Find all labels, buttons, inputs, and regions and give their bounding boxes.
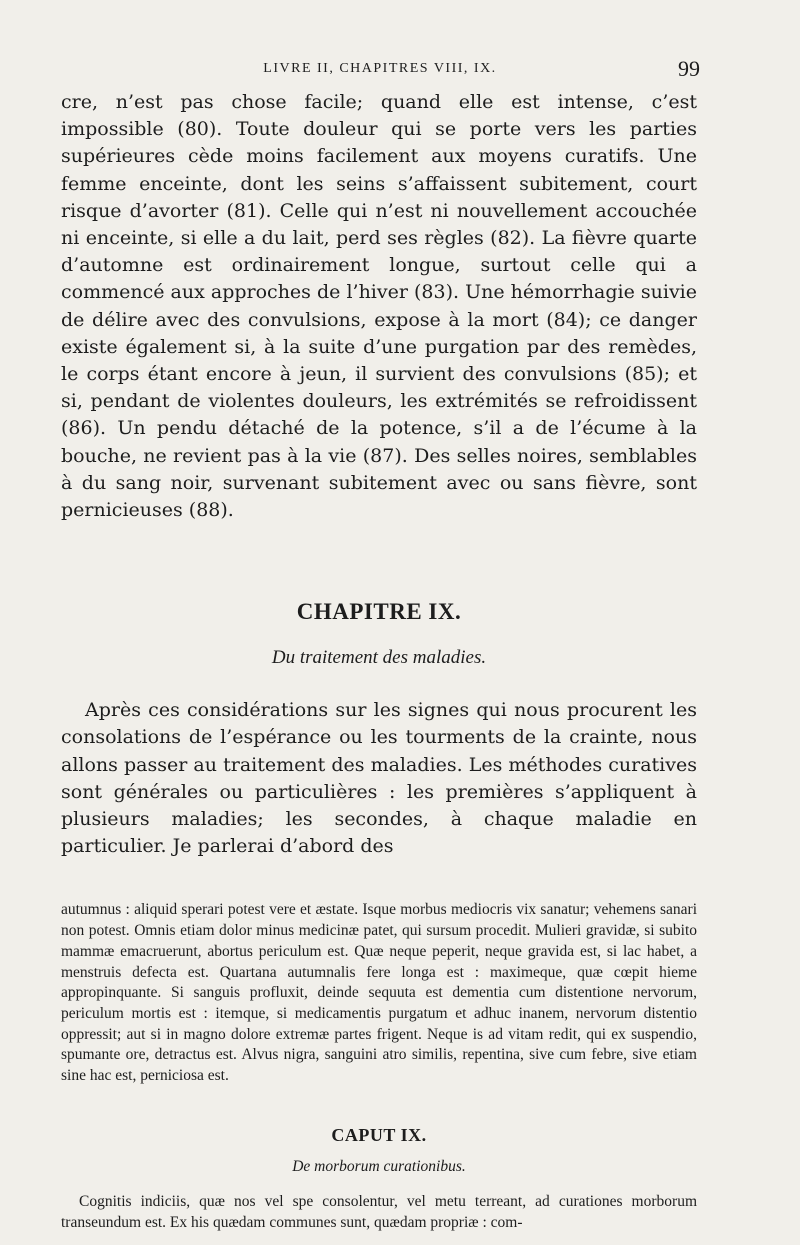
chapter-subtitle: Du traitement des maladies. [271, 647, 487, 669]
french-paragraph-chapter-opening: Après ces considérations sur les signes qui nous procurent les consolations de l’espérance ou les tourments de la crainte, nous allons passer au traitement des maladies. Les méthodes curatives sont générales ou particulières : les premières s’appliquent à plusieurs maladies; les secondes, à chaque maladie en particulier. Je parlerai d’abord des [61, 699, 697, 858]
latin-chapter-subtitle: De morborum curationibus. [292, 1157, 466, 1175]
running-title: LIVRE II, CHAPITRES VIII, IX. [263, 61, 497, 76]
page-body [61, 89, 697, 1233]
running-head [60, 58, 700, 82]
latin-paragraph-continued: autumnus : aliquid sperari potest vere et æstate. Isque morbus mediocris vix sanatur; vehemens sanari non potest. Omnis etiam dolor minus medicinæ patet, qui sursum procedit. Mulieri gravidæ, si subito mammæ emacruerunt, abortus periculum est. Quæ neque peperit, neque gravida est, si lac habet, a menstruis defecta est. Quartana autumnalis fere longa est : maximeque, quæ cœpit hieme appropinquante. Si sanguis profluxit, deinde sequuta est dementia cum distentione nervorum, periculum mortis est : itemque, si medicamentis purgatum et adhuc inanem, nervorum distentio oppressit; aut si in magno dolore extremæ partes frigent. Neque is ad vitam redit, qui ex suspendio, spumante ore, detractus est. Alvus nigra, sanguini atro similis, repentina, sive cum febre, sive etiam sine hac est, perniciosa est. [61, 901, 697, 1085]
chapter-heading: CHAPITRE IX. [296, 599, 462, 625]
french-paragraph-continued: cre, n’est pas chose facile; quand elle est intense, c’est impossible (80). Toute douleur qui se porte vers les parties supérieures cède moins facilement aux moyens curatifs. Une femme enceinte, dont les seins s’affaissent subitement, court risque d’avorter (81). Celle qui n’est ni nouvellement accouchée ni enceinte, si elle a du lait, perd ses règles (82). La fièvre quarte d’automne est ordinairement longue, surtout celle qui a commencé aux approches de l’hiver (83). Une hémorrhagie suivie de délire avec des convulsions, expose à la mort (84); ce danger existe également si, à la suite d’une purgation par des remèdes, le corps étant encore à jeun, il survient des convulsions (85); et si, pendant de violentes douleurs, les extrémités se refroidissent (86). Un pendu détaché de la potence, s’il a de l’écume à la bouche, ne revient pas à la vie (87). Des selles noires, semblables à du sang noir, survenant subitement avec ou sans fièvre, sont pernicieuses (88). [61, 91, 697, 522]
latin-chapter-heading: CAPUT IX. [331, 1124, 427, 1145]
latin-paragraph-chapter-opening: Cognitis indiciis, quæ nos vel spe consolentur, vel metu terreant, ad curationes morborum transeundum est. Ex his quædam communes sunt, quædam propriæ : com- [61, 1192, 697, 1231]
page-number: 99 [678, 56, 700, 81]
